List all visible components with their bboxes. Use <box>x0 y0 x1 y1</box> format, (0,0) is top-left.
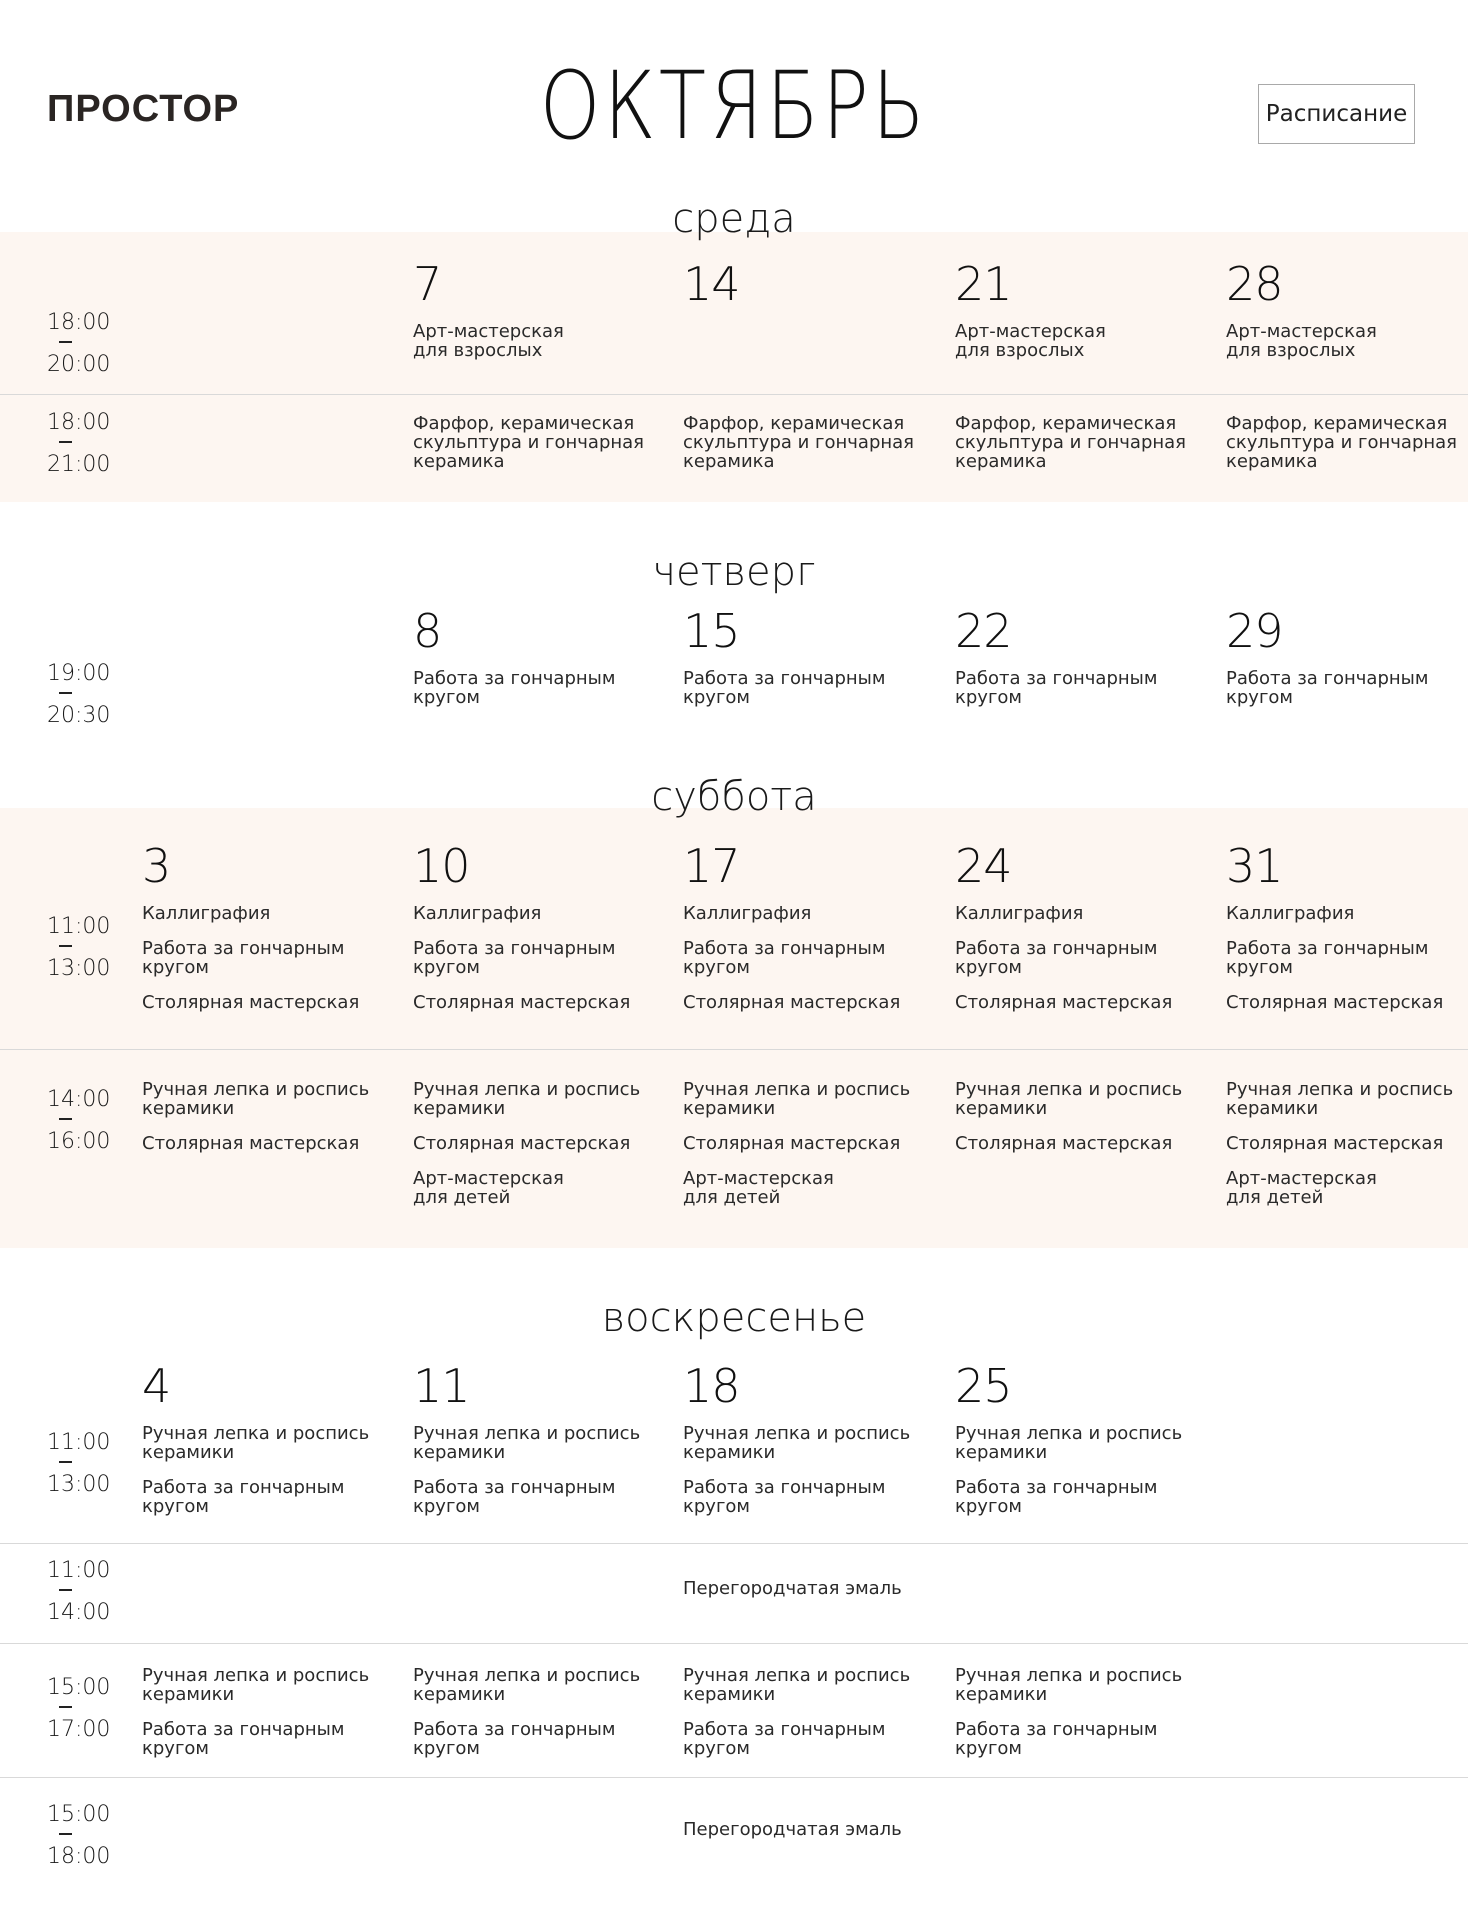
activity-label[interactable]: Работа за гончарным кругом <box>413 1719 616 1759</box>
divider <box>0 1543 1468 1544</box>
time-start: 19:00 <box>47 661 111 686</box>
day-title-sunday <box>0 1293 1468 1343</box>
time-end: 13:00 <box>47 956 111 981</box>
date-number: 14 <box>683 257 740 311</box>
time-end: 21:00 <box>47 452 111 477</box>
activity-label[interactable]: Работа за гончарным кругом <box>1226 668 1429 708</box>
day-title-saturday-text: суббота <box>651 774 817 820</box>
time-dash <box>59 441 72 443</box>
time-end: 20:00 <box>47 352 111 377</box>
schedule-cell <box>142 840 387 1012</box>
day-title-sunday-text: воскресенье <box>601 1295 867 1341</box>
activity-label[interactable]: Столярная мастерская <box>683 992 901 1013</box>
schedule-cell <box>1226 605 1468 707</box>
activity-label[interactable]: Работа за гончарным кругом <box>142 1477 345 1517</box>
activity-label[interactable]: Столярная мастерская <box>1226 992 1444 1013</box>
schedule-cell <box>683 605 928 707</box>
date-number: 29 <box>1226 604 1283 658</box>
month-title: ОКТЯБРЬ <box>539 52 929 161</box>
time-end: 14:00 <box>47 1600 111 1625</box>
time-start: 11:00 <box>47 1558 111 1583</box>
time-range <box>47 1432 110 1496</box>
schedule-cell <box>955 414 1200 471</box>
schedule-cell <box>1226 1080 1468 1207</box>
time-dash <box>59 1461 72 1463</box>
schedule-cell <box>1226 840 1468 1012</box>
activity-label[interactable]: Работа за гончарным кругом <box>683 1477 886 1517</box>
time-range <box>47 1560 110 1624</box>
day-title-thursday-text: четверг <box>652 549 816 595</box>
activity-label[interactable]: Работа за гончарным кругом <box>683 938 886 978</box>
activity-label[interactable]: Работа за гончарным кругом <box>1226 938 1429 978</box>
time-start: 18:00 <box>47 310 111 335</box>
activity-label[interactable]: Работа за гончарным кругом <box>955 938 1158 978</box>
time-dash <box>59 945 72 947</box>
schedule-cell <box>413 414 658 471</box>
activity-label[interactable]: Столярная мастерская <box>142 1133 360 1154</box>
schedule-cell <box>955 1666 1200 1758</box>
activity-label[interactable]: Каллиграфия <box>683 903 812 924</box>
schedule-cell <box>683 1360 928 1516</box>
activity-label[interactable]: Работа за гончарным кругом <box>955 1477 1158 1517</box>
time-range <box>47 312 110 376</box>
time-dash <box>59 1589 72 1591</box>
day-title-saturday <box>0 772 1468 822</box>
time-end: 20:30 <box>47 703 111 728</box>
schedule-cell <box>413 1360 658 1516</box>
date-number: 15 <box>683 604 740 658</box>
time-end: 17:00 <box>47 1717 111 1742</box>
activity-label[interactable]: Ручная лепка и роспись керамики <box>955 1665 1183 1705</box>
time-range <box>47 663 110 727</box>
activity-label[interactable]: Ручная лепка и роспись керамики <box>413 1079 641 1119</box>
activity-label[interactable]: Ручная лепка и роспись керамики <box>413 1423 641 1463</box>
activity-label[interactable]: Каллиграфия <box>1226 903 1355 924</box>
time-range <box>47 1089 110 1153</box>
time-end: 18:00 <box>47 1844 111 1869</box>
activity-label[interactable]: Столярная мастерская <box>683 1133 901 1154</box>
activity-label[interactable]: Столярная мастерская <box>1226 1133 1444 1154</box>
activity-label[interactable]: Арт-мастерская для детей <box>1226 1168 1377 1208</box>
schedule-cell <box>955 840 1200 1012</box>
schedule-cell <box>955 1080 1200 1153</box>
time-dash <box>59 692 72 694</box>
date-number: 21 <box>955 257 1012 311</box>
activity-label[interactable]: Ручная лепка и роспись керамики <box>413 1665 641 1705</box>
divider <box>0 1049 1468 1050</box>
time-start: 11:00 <box>47 1430 111 1455</box>
activity-label[interactable]: Перегородчатая эмаль <box>683 1819 902 1840</box>
divider <box>0 1777 1468 1778</box>
activity-label[interactable]: Перегородчатая эмаль <box>683 1578 902 1599</box>
schedule-cell <box>142 1666 387 1758</box>
activity-label[interactable]: Ручная лепка и роспись керамики <box>683 1079 911 1119</box>
time-start: 15:00 <box>47 1802 111 1827</box>
time-range <box>47 412 110 476</box>
activity-label[interactable]: Работа за гончарным кругом <box>413 668 616 708</box>
activity-label[interactable]: Работа за гончарным кругом <box>142 938 345 978</box>
activity-label[interactable]: Фарфор, керамическая скульптура и гончарная керамика <box>955 413 1186 472</box>
schedule-cell <box>1226 258 1468 360</box>
activity-label[interactable]: Ручная лепка и роспись керамики <box>955 1423 1183 1463</box>
activity-label[interactable]: Ручная лепка и роспись керамики <box>955 1079 1183 1119</box>
schedule-cell <box>142 1360 387 1516</box>
schedule-cell <box>413 258 658 360</box>
activity-label[interactable]: Работа за гончарным кругом <box>955 668 1158 708</box>
activity-label[interactable]: Арт-мастерская для взрослых <box>1226 321 1377 361</box>
schedule-cell <box>955 258 1200 360</box>
divider <box>0 1643 1468 1644</box>
time-start: 15:00 <box>47 1675 111 1700</box>
time-start: 14:00 <box>47 1087 111 1112</box>
time-range <box>47 916 110 980</box>
date-number: 22 <box>955 604 1012 658</box>
schedule-cell <box>413 840 658 1012</box>
schedule-cell <box>413 1080 658 1207</box>
schedule-cell <box>683 414 928 471</box>
activity-label[interactable]: Арт-мастерская для детей <box>683 1168 834 1208</box>
activity-label[interactable]: Ручная лепка и роспись керамики <box>142 1665 370 1705</box>
date-number: 11 <box>413 1359 470 1413</box>
activity-label[interactable]: Столярная мастерская <box>955 992 1173 1013</box>
activity-label[interactable]: Работа за гончарным кругом <box>142 1719 345 1759</box>
activity-label[interactable]: Работа за гончарным кругом <box>683 1719 886 1759</box>
schedule-cell <box>142 1080 387 1153</box>
activity-label[interactable]: Каллиграфия <box>413 903 542 924</box>
day-title-wednesday <box>0 194 1468 244</box>
time-range <box>47 1677 110 1741</box>
activity-label[interactable]: Столярная мастерская <box>413 1133 631 1154</box>
activity-label[interactable]: Работа за гончарным кругом <box>413 1477 616 1517</box>
activity-label[interactable]: Столярная мастерская <box>955 1133 1173 1154</box>
date-number: 7 <box>413 257 442 311</box>
activity-label[interactable]: Арт-мастерская для детей <box>413 1168 564 1208</box>
schedule-cell <box>683 1666 928 1758</box>
activity-label[interactable]: Арт-мастерская для взрослых <box>955 321 1106 361</box>
activity-label[interactable]: Столярная мастерская <box>413 992 631 1013</box>
divider <box>0 394 1468 395</box>
date-number: 28 <box>1226 257 1283 311</box>
activity-label[interactable]: Каллиграфия <box>142 903 271 924</box>
activity-label[interactable]: Ручная лепка и роспись керамики <box>1226 1079 1454 1119</box>
date-number: 24 <box>955 839 1012 893</box>
date-number: 10 <box>413 839 470 893</box>
schedule-cell <box>683 840 928 1012</box>
schedule-button[interactable]: Расписание <box>1258 84 1415 144</box>
date-number: 8 <box>413 604 442 658</box>
activity-label[interactable]: Ручная лепка и роспись керамики <box>142 1079 370 1119</box>
day-title-wednesday-text: среда <box>672 196 796 242</box>
date-number: 4 <box>142 1359 171 1413</box>
activity-label[interactable]: Каллиграфия <box>955 903 1084 924</box>
day-title-thursday <box>0 547 1468 597</box>
time-start: 18:00 <box>47 410 111 435</box>
time-dash <box>59 1118 72 1120</box>
schedule-cell <box>1226 414 1468 471</box>
schedule-cell <box>683 1579 928 1598</box>
schedule-cell <box>413 605 658 707</box>
time-end: 16:00 <box>47 1129 111 1154</box>
activity-label[interactable]: Ручная лепка и роспись керамики <box>683 1423 911 1463</box>
schedule-cell <box>955 1360 1200 1516</box>
schedule-cell <box>413 1666 658 1758</box>
activity-label[interactable]: Арт-мастерская для взрослых <box>413 321 564 361</box>
brand-logo[interactable]: ПРОСТОР <box>47 88 240 130</box>
activity-label[interactable]: Работа за гончарным кругом <box>683 668 886 708</box>
time-dash <box>59 1706 72 1708</box>
activity-label[interactable]: Столярная мастерская <box>142 992 360 1013</box>
time-end: 13:00 <box>47 1472 111 1497</box>
time-dash <box>59 1833 72 1835</box>
activity-label[interactable]: Ручная лепка и роспись керамики <box>142 1423 370 1463</box>
date-number: 31 <box>1226 839 1283 893</box>
date-number: 3 <box>142 839 171 893</box>
schedule-cell <box>683 1820 928 1839</box>
schedule-cell <box>955 605 1200 707</box>
time-start: 11:00 <box>47 914 111 939</box>
time-range <box>47 1804 110 1868</box>
activity-label[interactable]: Работа за гончарным кругом <box>955 1719 1158 1759</box>
date-number: 17 <box>683 839 740 893</box>
activity-label[interactable]: Фарфор, керамическая скульптура и гончарная керамика <box>413 413 644 472</box>
schedule-cell <box>683 1080 928 1207</box>
time-dash <box>59 341 72 343</box>
date-number: 25 <box>955 1359 1012 1413</box>
activity-label[interactable]: Фарфор, керамическая скульптура и гончарная керамика <box>683 413 914 472</box>
activity-label[interactable]: Ручная лепка и роспись керамики <box>683 1665 911 1705</box>
date-number: 18 <box>683 1359 740 1413</box>
activity-label[interactable]: Фарфор, керамическая скульптура и гончарная керамика <box>1226 413 1457 472</box>
activity-label[interactable]: Работа за гончарным кругом <box>413 938 616 978</box>
schedule-cell <box>683 258 928 322</box>
